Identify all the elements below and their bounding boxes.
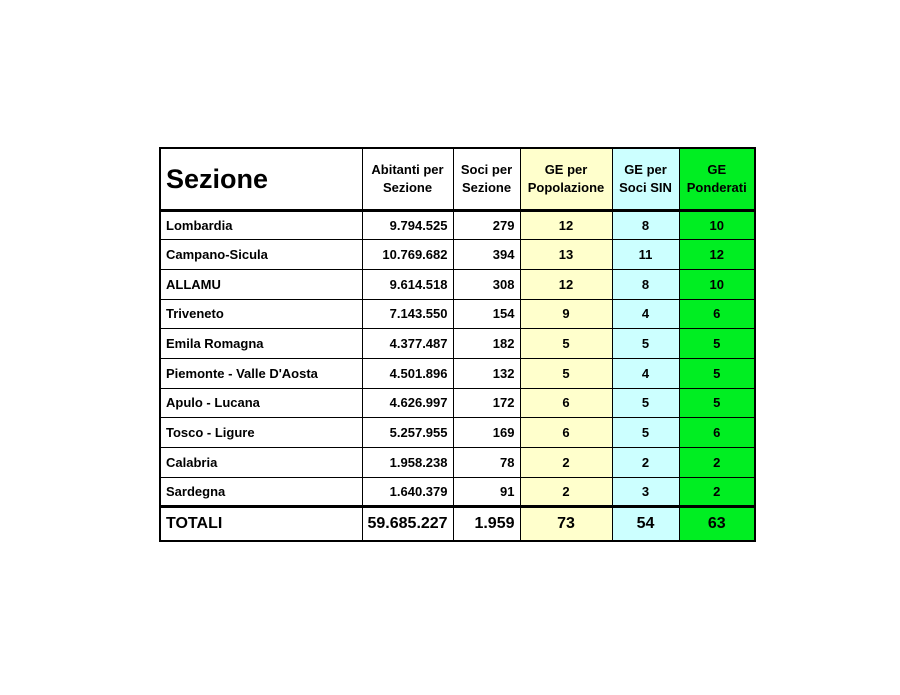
cell-ge-ponderati: 6 <box>679 299 755 329</box>
cell-ge-ponderati: 10 <box>679 210 755 240</box>
cell-ge-soci: 4 <box>612 358 679 388</box>
table-row <box>160 418 755 448</box>
cell-ge-soci: 8 <box>612 210 679 240</box>
cell-soci: 169 <box>453 418 520 448</box>
cell-sezione: Triveneto <box>160 299 362 329</box>
header-ge-popolazione <box>520 148 612 210</box>
cell-ge-ponderati: 2 <box>679 477 755 507</box>
header-soci <box>453 148 520 210</box>
cell-ge-popolazione: 5 <box>520 329 612 359</box>
cell-ge-ponderati: 10 <box>679 269 755 299</box>
cell-abitanti: 1.640.379 <box>362 477 453 507</box>
cell-ge-soci: 4 <box>612 299 679 329</box>
header-abitanti <box>362 148 453 210</box>
table-row <box>160 448 755 478</box>
cell-sezione: Piemonte - Valle D'Aosta <box>160 358 362 388</box>
cell-ge-ponderati: 5 <box>679 329 755 359</box>
cell-soci: 279 <box>453 210 520 240</box>
cell-ge-ponderati: 5 <box>679 358 755 388</box>
header-abitanti-line2: Sezione <box>382 179 433 195</box>
table-body <box>160 210 755 507</box>
cell-ge-popolazione: 13 <box>520 240 612 270</box>
cell-soci: 182 <box>453 329 520 359</box>
cell-ge-soci: 2 <box>612 448 679 478</box>
table-row <box>160 358 755 388</box>
table-row <box>160 269 755 299</box>
cell-sezione: Campano-Sicula <box>160 240 362 270</box>
header-soci-line2: Sezione <box>461 179 512 195</box>
totals-row <box>160 507 755 541</box>
header-sezione: Sezione <box>160 148 362 210</box>
cell-ge-ponderati: 12 <box>679 240 755 270</box>
totals-ge-popolazione: 73 <box>520 507 612 541</box>
cell-ge-soci: 5 <box>612 418 679 448</box>
cell-sezione: Calabria <box>160 448 362 478</box>
cell-ge-soci: 8 <box>612 269 679 299</box>
totals-abitanti: 59.685.227 <box>362 507 453 541</box>
cell-soci: 308 <box>453 269 520 299</box>
header-soci-line1: Soci per <box>460 161 513 177</box>
cell-soci: 132 <box>453 358 520 388</box>
cell-ge-popolazione: 2 <box>520 448 612 478</box>
header-abitanti-line1: Abitanti per <box>371 161 444 177</box>
table-row <box>160 210 755 240</box>
cell-abitanti: 9.614.518 <box>362 269 453 299</box>
cell-sezione: Sardegna <box>160 477 362 507</box>
totals-ge-ponderati: 63 <box>679 507 755 541</box>
cell-abitanti: 1.958.238 <box>362 448 453 478</box>
cell-ge-soci: 3 <box>612 477 679 507</box>
cell-ge-ponderati: 6 <box>679 418 755 448</box>
cell-sezione: Lombardia <box>160 210 362 240</box>
cell-soci: 91 <box>453 477 520 507</box>
cell-sezione: Apulo - Lucana <box>160 388 362 418</box>
header-ge-pond-line1: GE <box>707 161 727 177</box>
totals-ge-soci: 54 <box>612 507 679 541</box>
table-row <box>160 388 755 418</box>
cell-abitanti: 7.143.550 <box>362 299 453 329</box>
cell-soci: 154 <box>453 299 520 329</box>
cell-ge-soci: 11 <box>612 240 679 270</box>
cell-abitanti: 9.794.525 <box>362 210 453 240</box>
cell-abitanti: 4.626.997 <box>362 388 453 418</box>
cell-ge-soci: 5 <box>612 388 679 418</box>
table-row <box>160 299 755 329</box>
totals-soci: 1.959 <box>453 507 520 541</box>
table-row <box>160 329 755 359</box>
header-ge-pond-line2: Ponderati <box>686 179 747 195</box>
totals-label: TOTALI <box>160 507 362 541</box>
cell-ge-popolazione: 2 <box>520 477 612 507</box>
cell-ge-popolazione: 5 <box>520 358 612 388</box>
cell-ge-popolazione: 6 <box>520 418 612 448</box>
header-ge-soci <box>612 148 679 210</box>
cell-soci: 394 <box>453 240 520 270</box>
header-ge-soci-line1: GE per <box>624 161 667 177</box>
table-row <box>160 240 755 270</box>
header-ge-soci-line2: Soci SIN <box>619 179 672 195</box>
cell-ge-soci: 5 <box>612 329 679 359</box>
cell-ge-ponderati: 2 <box>679 448 755 478</box>
cell-ge-popolazione: 9 <box>520 299 612 329</box>
cell-soci: 78 <box>453 448 520 478</box>
cell-sezione: ALLAMU <box>160 269 362 299</box>
cell-abitanti: 5.257.955 <box>362 418 453 448</box>
table-row <box>160 477 755 507</box>
cell-abitanti: 10.769.682 <box>362 240 453 270</box>
cell-ge-ponderati: 5 <box>679 388 755 418</box>
cell-abitanti: 4.377.487 <box>362 329 453 359</box>
sections-table <box>159 147 756 542</box>
cell-sezione: Emila Romagna <box>160 329 362 359</box>
cell-soci: 172 <box>453 388 520 418</box>
cell-ge-popolazione: 12 <box>520 210 612 240</box>
cell-abitanti: 4.501.896 <box>362 358 453 388</box>
cell-sezione: Tosco - Ligure <box>160 418 362 448</box>
header-ge-ponderati <box>679 148 755 210</box>
header-row <box>160 148 755 210</box>
header-ge-pop-line2: Popolazione <box>527 179 605 195</box>
cell-ge-popolazione: 6 <box>520 388 612 418</box>
cell-ge-popolazione: 12 <box>520 269 612 299</box>
header-ge-pop-line1: GE per <box>544 161 588 177</box>
